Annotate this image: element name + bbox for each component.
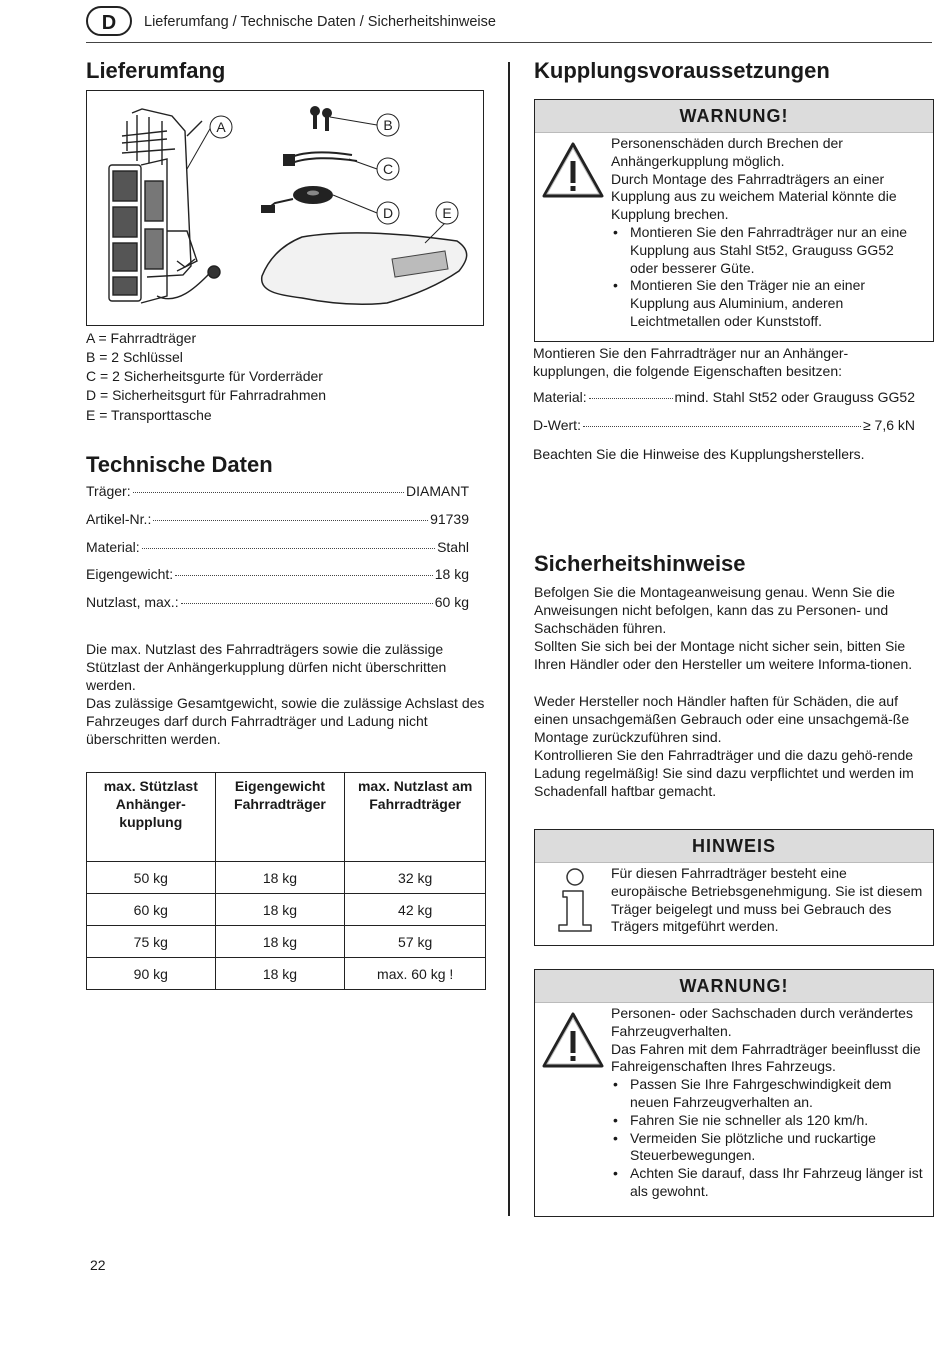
- product-illustration: [87, 91, 483, 324]
- straps-drawing: [284, 152, 357, 165]
- spec-label: Träger:: [86, 483, 131, 499]
- spec-value: 91739: [430, 511, 469, 527]
- coupling-note: Beachten Sie die Hinweise des Kupplungsherstellers.: [533, 446, 865, 462]
- legend-item: D = Sicherheitsgurt für Fahrradrahmen: [86, 387, 327, 403]
- figure-label-circles: [210, 114, 458, 224]
- table-cell: 75 kg: [87, 926, 216, 958]
- spec-row-eigengewicht: [86, 566, 469, 582]
- spec-row-artikel: [86, 511, 469, 527]
- header-title: Lieferumfang / Technische Daten / Sicherheitshinweise: [144, 14, 496, 30]
- spec-row-material: [86, 539, 469, 555]
- hinweis-box: [534, 829, 934, 946]
- table-cell: max. 60 kg !: [345, 958, 486, 990]
- coupling-spec-dwert: [533, 417, 915, 433]
- table-header-cell: Eigengewicht Fahrradträger: [215, 773, 345, 862]
- safety-paragraph: Weder Hersteller noch Händler haften für Schäden, die auf einen unsachgemäßen Gebrauch oder eine unsachgemä-ße Montage zurückzuführen sind.: [534, 693, 910, 745]
- table-row: [87, 894, 486, 926]
- keys-drawing: [310, 106, 332, 131]
- lieferumfang-heading: Lieferumfang: [86, 58, 226, 83]
- spec-value: DIAMANT: [406, 483, 469, 499]
- safety-paragraph: Sollten Sie sich bei der Montage nicht sicher sein, bitten Sie Ihren Händler oder den Hersteller um weitere Informa-tionen.: [534, 638, 913, 672]
- spec-value: 60 kg: [434, 594, 469, 610]
- sicherheit-heading: Sicherheitshinweise: [534, 551, 746, 576]
- table-cell: 18 kg: [215, 958, 345, 990]
- figure-label-a: A: [216, 119, 226, 135]
- table-cell: 90 kg: [87, 958, 216, 990]
- transport-bag-drawing: [262, 233, 467, 304]
- warning-list: [611, 1076, 925, 1201]
- language-badge: D: [86, 6, 132, 36]
- spec-value: ≥ 7,6 kN: [862, 417, 915, 433]
- warning-title: WARNUNG!: [535, 970, 933, 1003]
- table-cell: 18 kg: [215, 862, 345, 894]
- table-header-cell: max. Nutzlast am Fahrradträger: [345, 773, 486, 862]
- table-header-cell: max. Stützlast Anhänger-kupplung: [87, 773, 216, 862]
- warning-list-item: • Montieren Sie den Träger nie an einer Kupplung aus Aluminium, anderen Leichtmetallen oder Kunststoff.: [611, 277, 925, 330]
- warning-list-item: • Montieren Sie den Fahrradträger nur an eine Kupplung aus Stahl St52, Grauguss GG52 oder besserer Güte.: [611, 224, 925, 277]
- column-divider: [508, 62, 510, 1216]
- warning-text: Das Fahren mit dem Fahrradträger beeinflusst die Fahreigenschaften Ihres Fahrzeugs.: [611, 1040, 921, 1075]
- page-number: 22: [90, 1257, 106, 1273]
- safety-paragraph: Befolgen Sie die Montageanweisung genau. Wenn Sie die Anweisungen nicht befolgen, kann das zu Personen- und Sachschäden führen.: [534, 584, 895, 636]
- figure-label-d: D: [382, 205, 394, 221]
- kupplung-heading: Kupplungsvoraussetzungen: [534, 58, 830, 83]
- header-divider: [86, 42, 932, 43]
- warning-text: Personenschäden durch Brechen der Anhängerkupplung möglich.: [611, 135, 843, 169]
- hinweis-title: HINWEIS: [535, 830, 933, 863]
- spec-label: Material:: [533, 389, 587, 405]
- spec-label: Eigengewicht:: [86, 566, 174, 582]
- spec-value: 18 kg: [434, 566, 469, 582]
- table-cell: 60 kg: [87, 894, 216, 926]
- table-cell: 42 kg: [345, 894, 486, 926]
- warning-text: Durch Montage des Fahrradträgers an einer Kupplung aus zu weichem Material könnte die Kupplung brechen.: [611, 170, 897, 223]
- warning-list: [611, 224, 925, 331]
- table-row: [87, 926, 486, 958]
- figure-label-e: E: [442, 205, 452, 221]
- spec-label: D-Wert:: [533, 417, 581, 433]
- technische-daten-heading: Technische Daten: [86, 452, 273, 477]
- table-cell: 50 kg: [87, 862, 216, 894]
- legend-item: B = 2 Schlüssel: [86, 349, 183, 365]
- figure-label-b: B: [383, 117, 393, 133]
- legend-item: E = Transporttasche: [86, 407, 212, 423]
- coupling-spec-material: [533, 389, 915, 405]
- warning-triangle-icon: [541, 1011, 605, 1069]
- table-cell: 32 kg: [345, 862, 486, 894]
- table-row: [87, 958, 486, 990]
- table-cell: 18 kg: [215, 926, 345, 958]
- coupling-intro: Montieren Sie den Fahrradträger nur an Anhänger-kupplungen, die folgende Eigenschaften besitzen:: [533, 345, 849, 379]
- warning-list-item: • Fahren Sie nie schneller als 120 km/h.: [611, 1112, 925, 1130]
- spec-value: Stahl: [437, 539, 469, 555]
- warning-title: WARNUNG!: [535, 100, 933, 133]
- legend-item: A = Fahrradträger: [86, 330, 197, 346]
- safety-paragraph: Kontrollieren Sie den Fahrradträger und die dazu gehö-rende Ladung regelmäßig! Sie sind dazu verpflichtet und werden im Schadenfall haftbar gemacht.: [534, 747, 914, 799]
- figure-label-c: C: [382, 161, 394, 177]
- warning-list-item: • Achten Sie darauf, dass Ihr Fahrzeug länger ist als gewohnt.: [611, 1165, 925, 1201]
- table-row: [87, 862, 486, 894]
- table-cell: 18 kg: [215, 894, 345, 926]
- info-icon: [555, 867, 599, 935]
- warning-triangle-icon: [541, 141, 605, 199]
- spec-label: Nutzlast, max.:: [86, 594, 179, 610]
- spec-label: Artikel-Nr.:: [86, 511, 152, 527]
- frame-strap-drawing: [261, 186, 333, 213]
- scope-of-delivery-figure: [86, 90, 484, 326]
- warning-list-item: • Vermeiden Sie plötzliche und ruckartige Steuerbewegungen.: [611, 1130, 925, 1166]
- spec-label: Material:: [86, 539, 140, 555]
- spec-row-traeger: [86, 483, 469, 499]
- table-cell: 57 kg: [345, 926, 486, 958]
- legend-item: C = 2 Sicherheitsgurte für Vorderräder: [86, 368, 323, 384]
- hinweis-text: Für diesen Fahrradträger besteht eine europäische Betriebsgenehmigung. Sie ist diesem Träger beigelegt und muss bei Gebrauch des Trägers mitgeführt werden.: [611, 865, 923, 935]
- bike-carrier-drawing: [109, 109, 220, 303]
- load-paragraph-2: Das zulässige Gesamtgewicht, sowie die zulässige Achslast des Fahrzeuges darf durch Fahrradträger und Ladung nicht überschritten werden.: [86, 695, 485, 747]
- warning-list-item: • Passen Sie Ihre Fahrgeschwindigkeit dem neuen Fahrzeugverhalten an.: [611, 1076, 925, 1112]
- warning-box-coupling: [534, 99, 934, 342]
- warning-text: Personen- oder Sachschaden durch verändertes Fahrzeugverhalten.: [611, 1005, 913, 1039]
- warning-box-driving: [534, 969, 934, 1217]
- load-table: [86, 772, 486, 990]
- table-header-row: [87, 773, 486, 862]
- load-paragraph-1: Die max. Nutzlast des Fahrradträgers sowie die zulässige Stützlast der Anhängerkupplung dürfen nicht überschritten werden.: [86, 641, 447, 693]
- spec-value: mind. Stahl St52 oder Grauguss GG52: [674, 389, 915, 405]
- spec-row-nutzlast: [86, 594, 469, 610]
